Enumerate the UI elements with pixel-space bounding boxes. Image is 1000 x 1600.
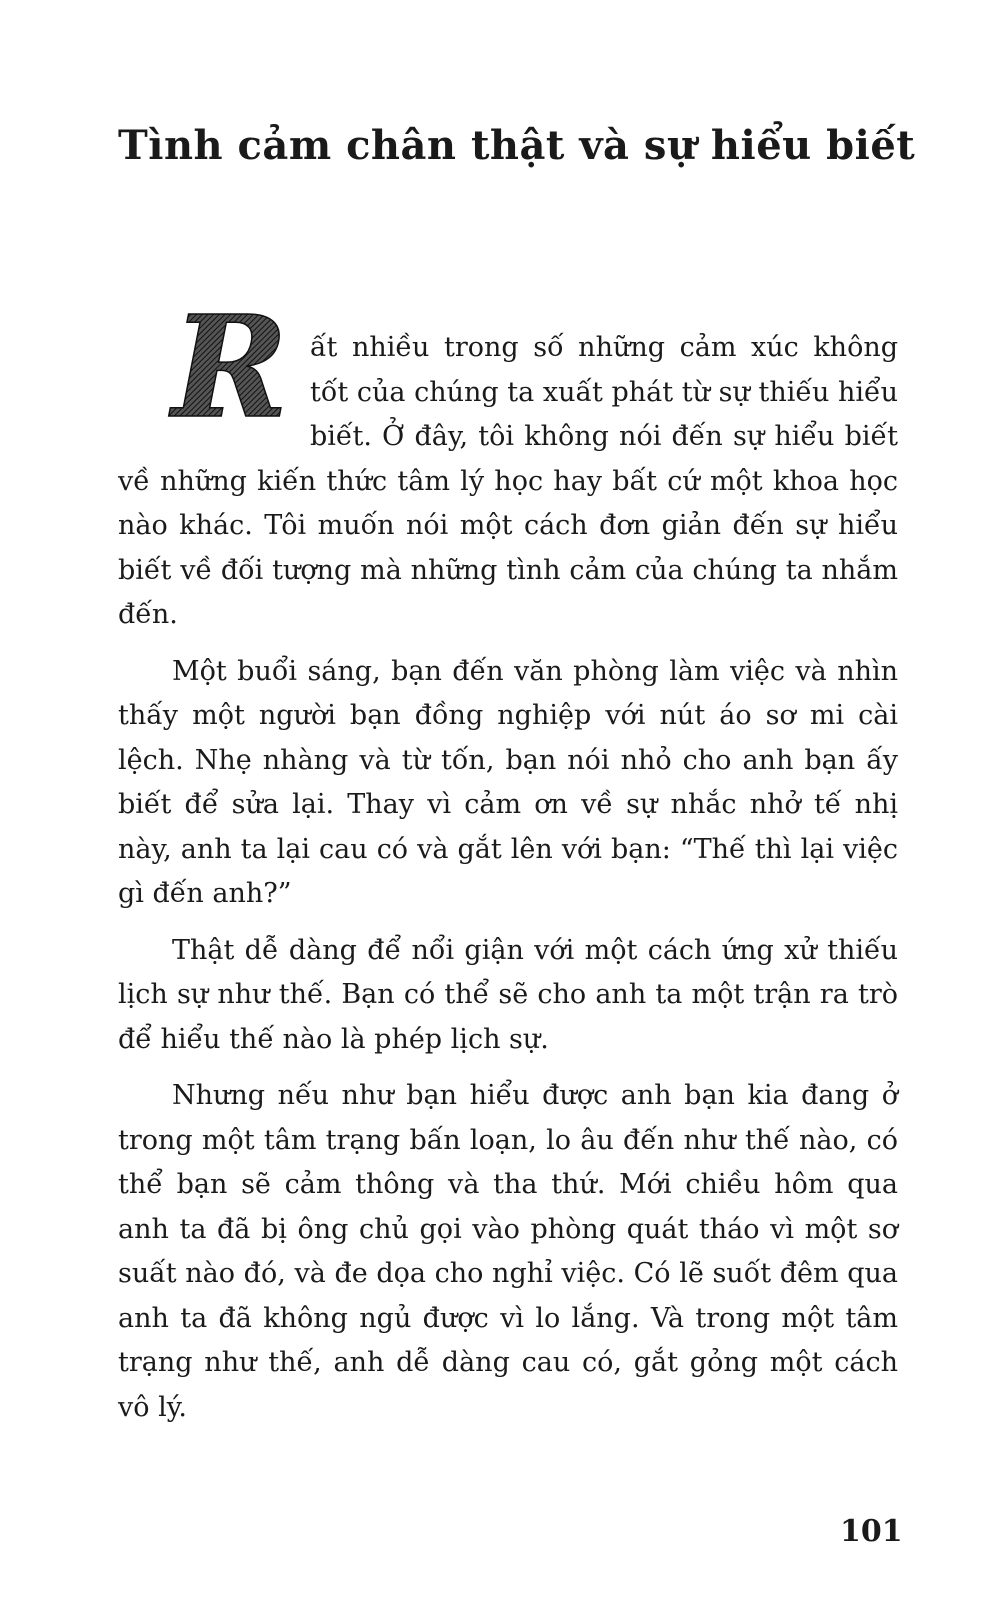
drop-cap-letter-graphic xyxy=(166,286,316,450)
paragraph-1-text: ất nhiều trong số những cảm xúc không tốt của chúng ta xuất phát từ sự thiếu hiểu biết. Ở đây, tôi không nói đến sự hiểu biết về những kiến thức tâm lý học hay bất cứ một khoa học nào khác. Tôi muốn nói một cách đơn giản đến sự hiểu biết về đối tượng mà những tình cảm của chúng ta nhắm đến. xyxy=(118,332,898,630)
chapter-title: Tình cảm chân thật và sự hiểu biết xyxy=(118,122,916,169)
body-text xyxy=(118,286,898,1430)
drop-cap-glyph: R xyxy=(172,286,289,450)
paragraph-2: Một buổi sáng, bạn đến văn phòng làm việc và nhìn thấy một người bạn đồng nghiệp với nút áo sơ mi cài lệch. Nhẹ nhàng và từ tốn, bạn nói nhỏ cho anh bạn ấy biết để sửa lại. Thay vì cảm ơn về sự nhắc nhở tế nhị này, anh ta lại cau có và gắt lên với bạn: “Thế thì lại việc gì đến anh?” xyxy=(118,655,898,909)
paragraph-3: Thật dễ dàng để nổi giận với một cách ứng xử thiếu lịch sự như thế. Bạn có thể sẽ cho anh ta một trận ra trò để hiểu thế nào là phép lịch sự. xyxy=(118,934,898,1055)
drop-cap xyxy=(118,286,310,450)
paragraph-1 xyxy=(118,286,898,638)
page-number: 101 xyxy=(840,1514,903,1549)
paragraph-4: Nhưng nếu như bạn hiểu được anh bạn kia đang ở trong một tâm trạng bấn loạn, lo âu đến như thế nào, có thể bạn sẽ cảm thông và tha thứ. Mới chiều hôm qua anh ta đã bị ông chủ gọi vào phòng quát tháo vì một sơ suất nào đó, và đe dọa cho nghỉ việc. Có lẽ suốt đêm qua anh ta đã không ngủ được vì lo lắng. Và trong một tâm trạng như thế, anh dễ dàng cau có, gắt gỏng một cách vô lý. xyxy=(118,1080,898,1423)
